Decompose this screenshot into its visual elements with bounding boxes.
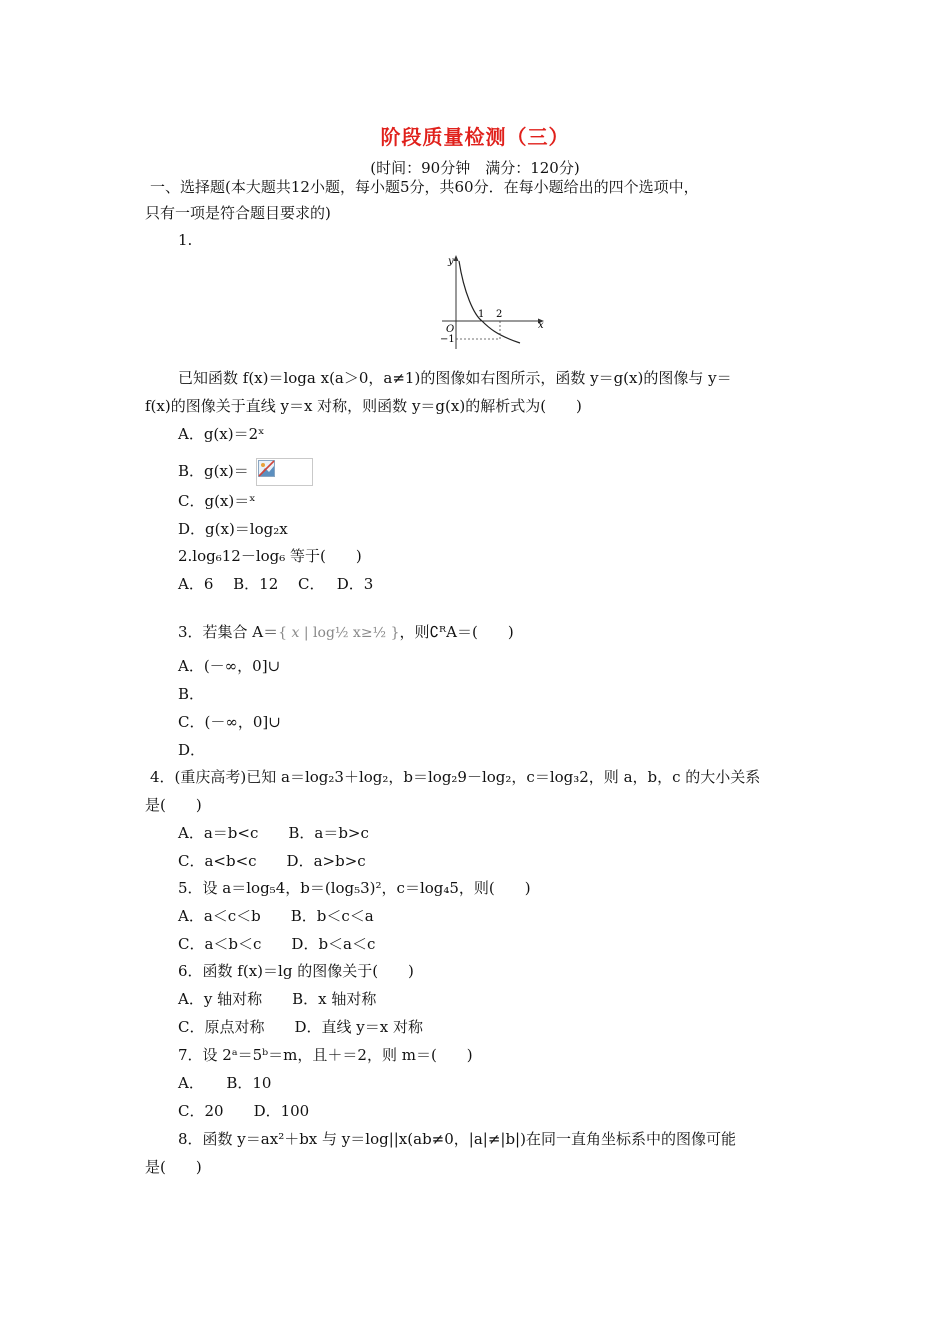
- log-function-graph: [428, 253, 558, 353]
- q4-options-ab: A．a＝b<c B．a＝b>c: [178, 824, 369, 842]
- q3-option-d: D．: [178, 741, 206, 759]
- q1-option-b: [178, 458, 313, 486]
- q1-option-a: A．g(x)＝2ˣ: [178, 425, 265, 443]
- page-title: 阶段质量检测（三）: [380, 125, 570, 149]
- q7-stem: 7．设 2ᵃ＝5ᵇ＝m，且＋＝2，则 m＝( ): [178, 1046, 473, 1064]
- function-curve: [459, 261, 520, 343]
- q1-option-d: D．g(x)＝log₂x: [178, 520, 288, 538]
- q3-stem-post: ，则∁ᴿA＝( ): [399, 623, 514, 641]
- label-neg-one: −1: [440, 334, 455, 345]
- label-origin: O: [446, 324, 455, 335]
- label-x: x: [538, 320, 544, 331]
- set-variable: x: [291, 625, 300, 641]
- set-notation: { x | log½ x≥½ }: [278, 625, 400, 641]
- q4-stem-line-1: 4．(重庆高考)已知 a＝log₂3＋log₂，b＝log₂9－log₂，c＝log₃2，则 a，b，c 的大小关系: [150, 768, 761, 786]
- exam-info: (时间：90分钟 满分：120分): [370, 159, 580, 177]
- q5-stem: 5．设 a＝log₅4，b＝(log₅3)²，c＝log₄5，则( ): [178, 879, 531, 897]
- q7-options-cd: C．20 D．100: [178, 1102, 310, 1120]
- q6-options-ab: A．y 轴对称 B．x 轴对称: [178, 990, 377, 1008]
- q3-option-a: A．(－∞，0]∪: [178, 657, 281, 675]
- q1-stem-line-1: 已知函数 f(x)＝loga x(a＞0，a≠1)的图像如右图所示，函数 y＝g(x)的图像与 y＝: [178, 369, 732, 387]
- broken-image-icon: [258, 460, 275, 477]
- q3-option-b: B．: [178, 685, 205, 703]
- q6-stem: 6．函数 f(x)＝lg 的图像关于( ): [178, 962, 414, 980]
- q7-options-ab: A． B．10: [178, 1074, 272, 1092]
- q1-number: 1.: [178, 231, 193, 249]
- set-condition: log½ x≥½: [313, 625, 387, 641]
- q1-option-c: C．g(x)＝ˣ: [178, 492, 256, 510]
- q1-option-b-label: B．g(x)＝: [178, 462, 249, 480]
- q4-stem-line-2: 是( ): [145, 796, 202, 814]
- section-intro-line-2: 只有一项是符合题目要求的): [145, 204, 331, 222]
- q3-option-c: C．(－∞，0]∪: [178, 713, 281, 731]
- label-y: y: [448, 256, 454, 267]
- q5-options-cd: C．a＜b＜c D．b＜a＜c: [178, 935, 376, 953]
- q2-stem: 2.log₆12－log₆ 等于( ): [178, 547, 362, 565]
- q8-stem-line-1: 8．函数 y＝ax²＋bx 与 y＝log||x(ab≠0，|a|≠|b|)在同一直角坐标系中的图像可能: [178, 1130, 736, 1148]
- q1-stem-line-2: f(x)的图像关于直线 y＝x 对称，则函数 y＝g(x)的解析式为( ): [145, 397, 582, 415]
- q2-options: A．6 B．12 C． D．3: [178, 575, 374, 593]
- label-two: 2: [496, 309, 503, 320]
- label-one: 1: [478, 309, 485, 320]
- q3-stem: [178, 622, 514, 643]
- q3-stem-pre: 3．若集合 A＝: [178, 623, 279, 641]
- q5-options-ab: A．a＜c＜b B．b＜c＜a: [178, 907, 374, 925]
- section-intro-line-1: 一、选择题(本大题共12小题，每小题5分，共60分．在每小题给出的四个选项中，: [150, 178, 699, 196]
- q8-stem-line-2: 是( ): [145, 1158, 202, 1176]
- q4-options-cd: C．a<b<c D．a>b>c: [178, 852, 366, 870]
- q6-options-cd: C．原点对称 D．直线 y＝x 对称: [178, 1018, 423, 1036]
- y-axis-arrow-icon: [454, 255, 459, 261]
- broken-image-placeholder: [256, 458, 313, 486]
